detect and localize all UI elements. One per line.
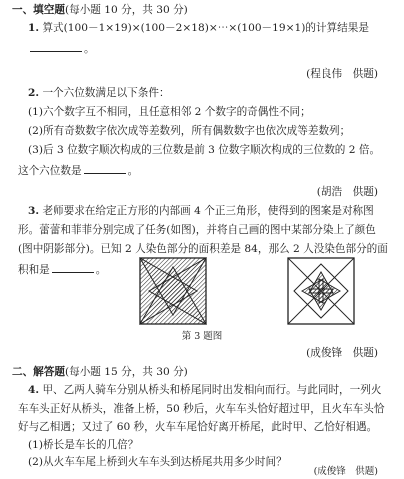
q4-number: 4. — [28, 384, 40, 396]
q2-answer-blank — [84, 163, 126, 174]
q4-sub-2: (2)从火车车尾上桥到火车车头到达桥尾共用多少时间？ — [28, 456, 287, 468]
section2-note: (每小题 15 分，共 30 分) — [64, 366, 188, 378]
q4-text-3: 好与乙相遇；又过了 60 秒，火车车尾恰好离开桥尾，此时甲、乙恰好相遇。 — [18, 421, 378, 433]
q3-text-3: (图中阴影部分)。已知 2 人染色部分的面积差是 84，那么 2 人没染色部分的面 — [18, 243, 388, 255]
q3-text-2: 形。蕾蕾和菲菲分别完成了任务(如图)，并将自己画的图中某部分染上了颜色 — [18, 224, 376, 236]
q2-intro: 一个六位数满足以下条件： — [42, 87, 170, 99]
q2-credit: (胡浩 供题) — [316, 186, 378, 198]
q1-answer-blank — [30, 41, 82, 52]
q3-credit: (成俊锋 供题) — [306, 347, 378, 359]
section1-note: (每小题 10 分，共 30 分) — [64, 4, 188, 16]
q2-ask: 这个六位数是 — [18, 165, 82, 177]
q2-number: 2. — [28, 87, 40, 99]
q1-credit: (程良伟 供题) — [306, 68, 378, 80]
q3-text-4: 积和是 — [18, 264, 50, 276]
q2-condition-3: (3)后 3 位数字顺次构成的三位数是前 3 位数字顺次构成的三位数的 2 倍。 — [28, 144, 381, 156]
section2-title: 二、解答题 — [12, 366, 65, 378]
figure-left — [140, 258, 206, 324]
q3-line-4 — [18, 262, 106, 277]
q2-ask-end: 。 — [127, 165, 139, 177]
q1-line-1 — [0, 22, 369, 35]
q3-text-1: 老师要求在给定正方形的内部画 4 个正三角形，使得到的图案是对称图 — [42, 205, 374, 217]
q3-number: 3. — [28, 205, 40, 217]
figure-right — [288, 258, 354, 324]
q2-condition-1: (1)六个数字互不相同，且任意相邻 2 个数字的奇偶性不同； — [28, 106, 311, 118]
section2-heading — [12, 366, 188, 379]
q1-line-2 — [0, 41, 95, 56]
q2-ask-line — [18, 163, 138, 178]
q4-credit: (成俊锋 供题) — [313, 466, 378, 477]
q2-condition-2: (2)所有奇数数字依次成等差数列，所有偶数数字也依次成等差数列； — [28, 125, 351, 137]
q3-answer-blank — [52, 262, 94, 273]
q4-text-1: 甲、乙两人骑车分别从桥头和桥尾同时出发相向而行。与此同时，一列火 — [42, 384, 382, 396]
q1-text-end: 。 — [84, 43, 95, 55]
q3-figure-caption: 第 3 题图 — [181, 331, 223, 342]
section1-heading — [12, 4, 188, 17]
q1-text: 算式(100－1×19)×(100－2×18)×⋯×(100－19×1)的计算结果是 — [42, 22, 369, 34]
q4-line-1 — [0, 384, 381, 397]
q1-number: 1. — [28, 22, 40, 34]
q3-line-1 — [0, 205, 374, 218]
q4-sub-1: (1)桥长是车长的几倍？ — [28, 439, 139, 451]
q2-line-intro — [0, 87, 170, 100]
q3-figures — [136, 256, 368, 326]
q4-text-2: 车车头正好从桥头，准备上桥，50 秒后，火车车头恰好超过甲，且火车车头恰 — [18, 403, 385, 415]
section1-title: 一、填空题 — [12, 4, 65, 16]
q3-text-4-end: 。 — [95, 264, 107, 276]
